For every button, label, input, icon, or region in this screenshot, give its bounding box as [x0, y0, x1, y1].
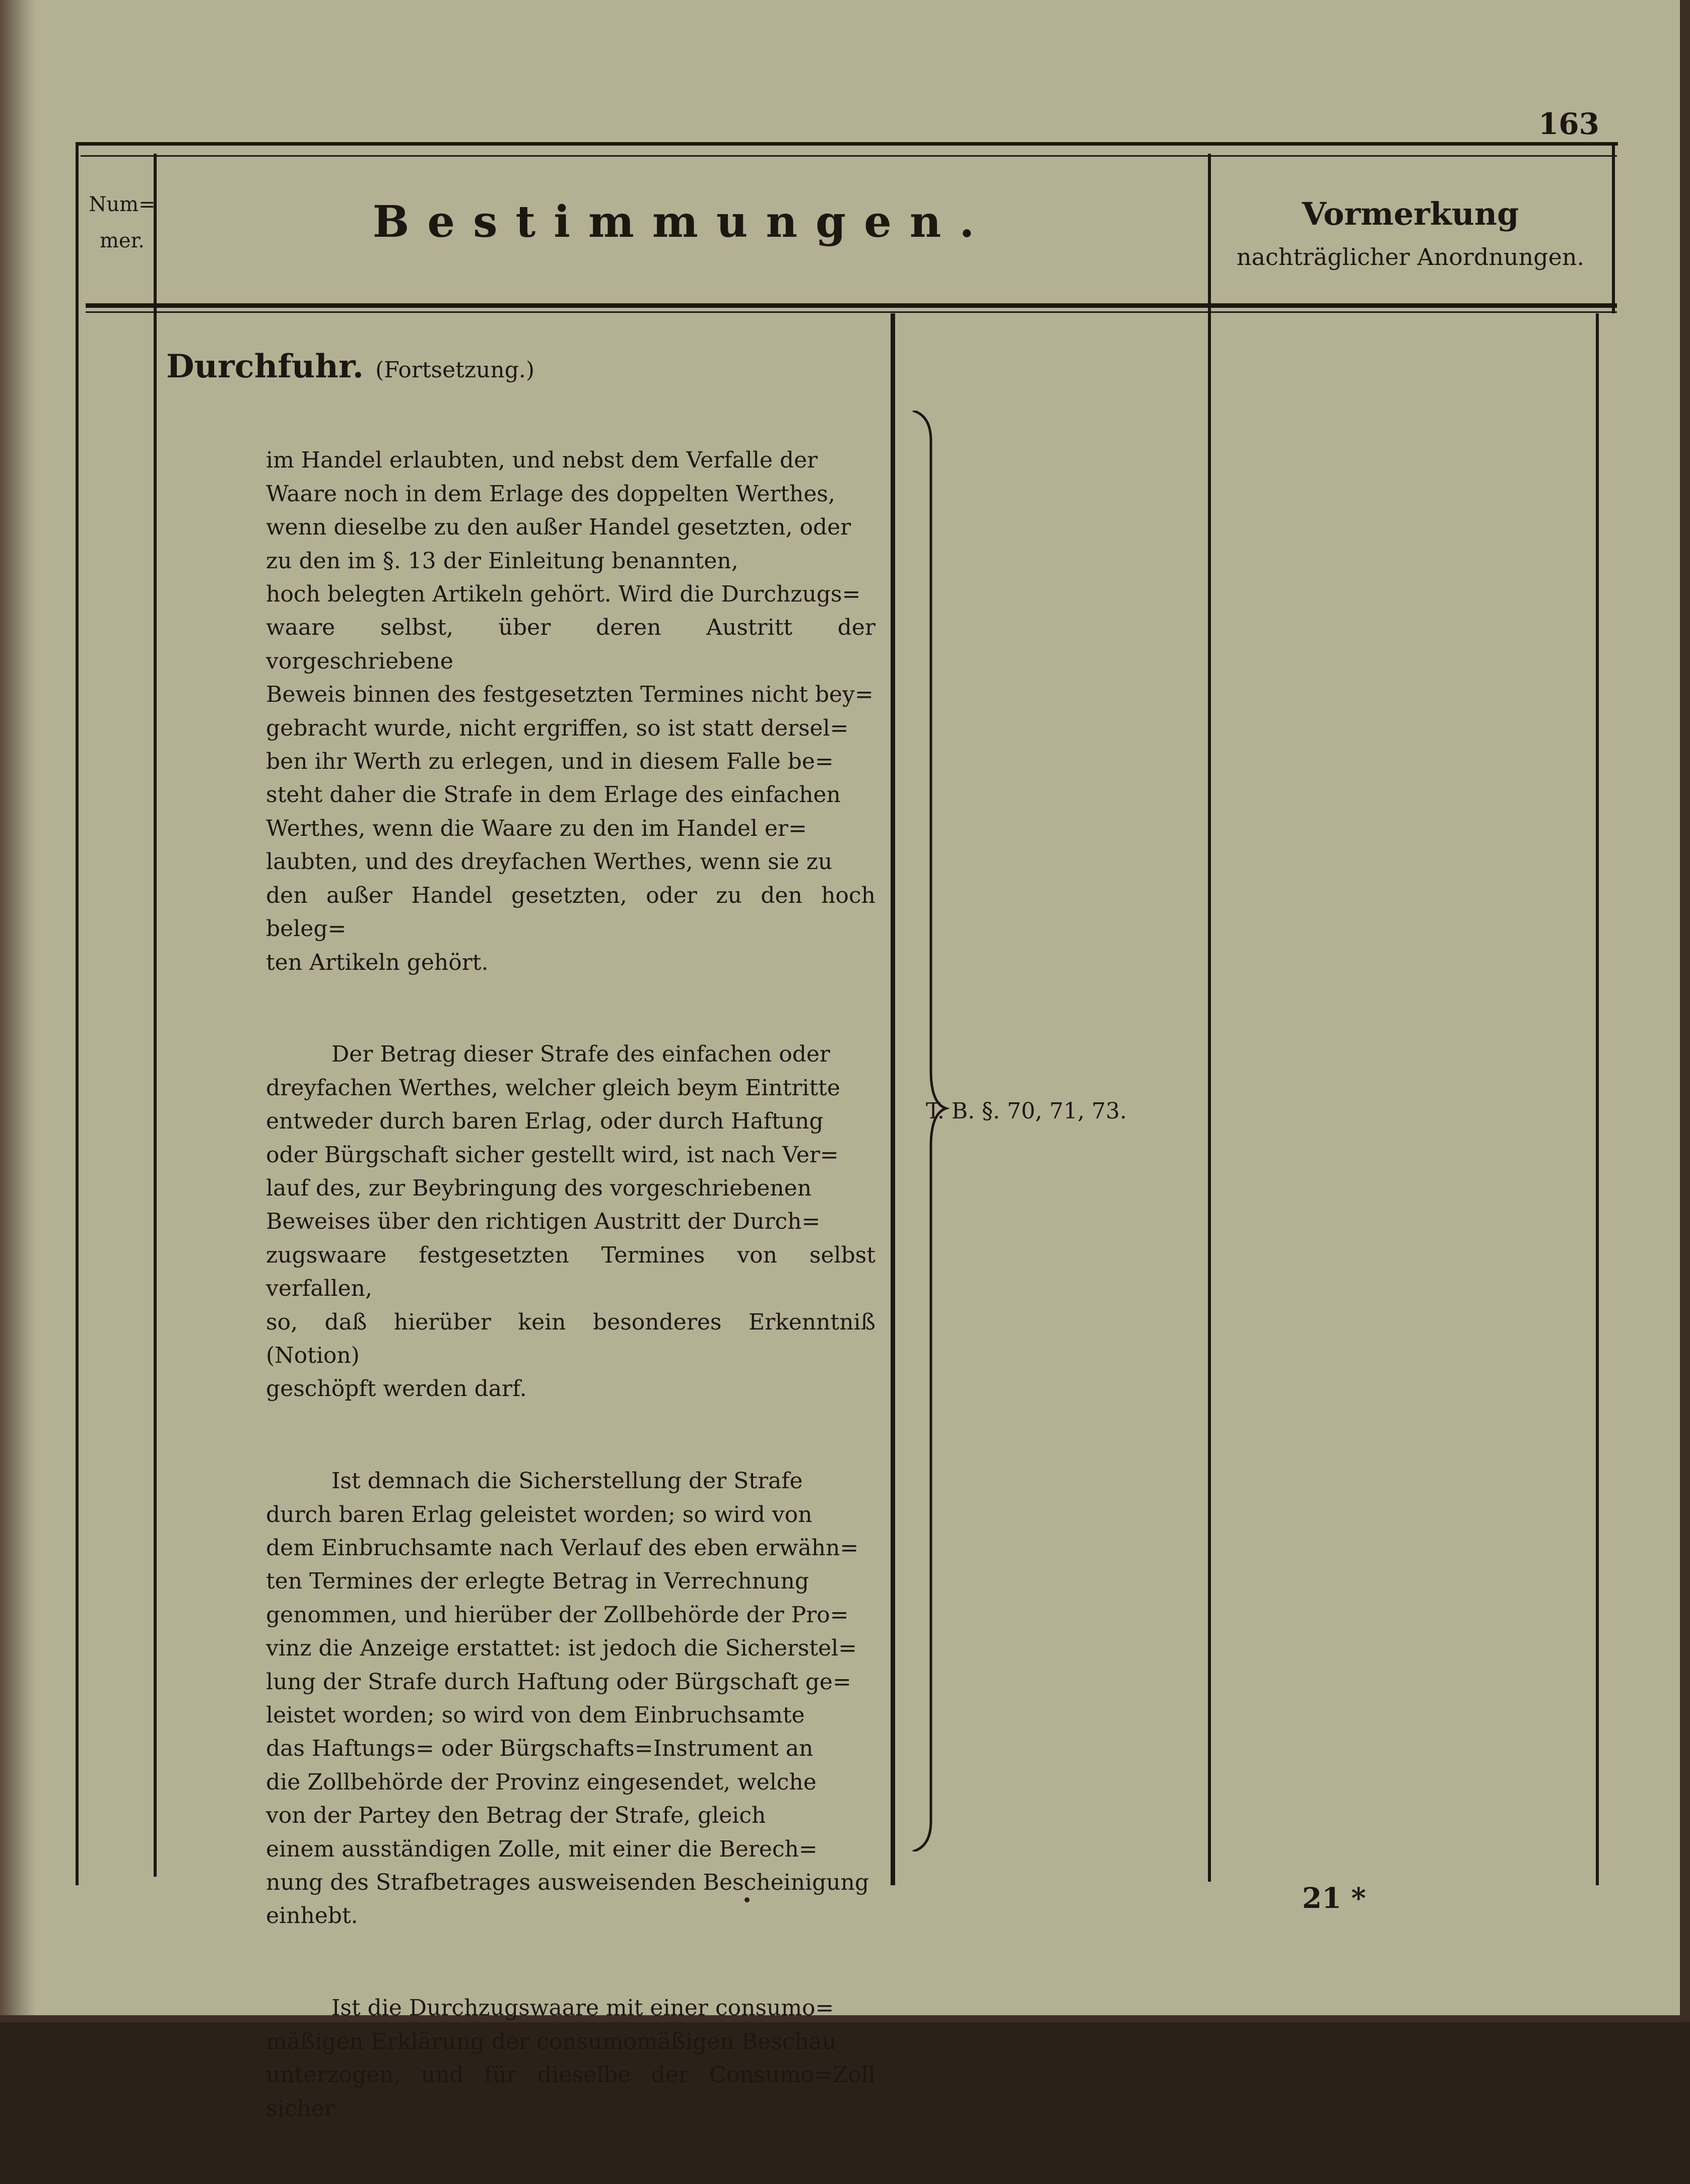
margin-reference: T. B. §. 70, 71, 73. — [926, 1098, 1127, 1124]
printer-signature: 21 * — [1302, 1882, 1366, 1915]
header-note-column — [1214, 191, 1607, 277]
frame-right-rule — [1612, 142, 1615, 313]
text-column-rule — [891, 313, 895, 1885]
frame-left-rule — [76, 142, 79, 1885]
body-text — [266, 411, 875, 2184]
header-note-line2: nachträglicher Anordnungen. — [1236, 243, 1585, 271]
header-bottom-rule-inner — [86, 311, 1617, 313]
header-title: Bestimmungen. — [372, 196, 993, 247]
frame-top-rule-inner — [81, 155, 1617, 157]
margin-brace — [911, 411, 951, 1851]
page-number: 163 — [1538, 107, 1599, 141]
show-through-column — [1405, 348, 1572, 1839]
paragraph: im Handel erlaubten, und nebst dem Verfalle der Waare noch in dem Erlage des doppelten Werthes, wenn dieselbe zu den außer Handel gesetzten, oder zu den im §. 13 der Einleitung benannten, hoch belegten Artikeln gehört. Wird die Durchzugs= waare selbst, über deren Austritt der vorgeschriebene Beweis binnen des festgesetzten Termines nicht bey= gebracht wurde, nicht ergriffen, so ist statt dersel= ben ihr Werth zu erlegen, und in diesem Falle be= steht daher die Strafe in dem Erlage des einfachen Werthes, wenn die Waare zu den im Handel er= laubten, und des dreyfachen Werthes, wenn sie zu den außer Handel gesetzten, oder zu den hoch beleg= ten Artikeln gehört. — [266, 447, 875, 975]
header-bottom-rule — [86, 303, 1617, 308]
margin-column-rule — [1208, 154, 1211, 1882]
frame-top-rule — [76, 142, 1618, 146]
paragraph: Ist die Durchzugswaare mit einer consumo= mäßigen Erklärung der consumomäßigen Beschau unterzogen, und für dieselbe der Consumo=Zoll sicher — [266, 1995, 875, 2122]
book-gutter — [0, 0, 35, 2022]
paragraph: Der Betrag dieser Strafe des einfachen oder dreyfachen Werthes, welcher gleich beym Eintritte entweder durch baren Erlag, oder durch Haftung oder Bürgschaft sicher gestellt wird, ist nach Ver= lauf des, zur Beybringung des vorgeschriebenen Beweises über den richtigen Austritt der Durch= zugswaare festgesetzten Termines von selbst verfallen, so, daß hierüber kein besonderes Erkenntniß (Notion) geschöpft werden darf. — [266, 1041, 875, 1402]
note-column-rule — [1596, 313, 1599, 1885]
section-heading — [166, 348, 534, 385]
header-note-line1: Vormerkung — [1302, 195, 1519, 232]
section-subtitle: (Fortsetzung.) — [375, 357, 535, 383]
ink-speck — [745, 1897, 750, 1902]
header-number-column: Num= mer. — [89, 193, 156, 252]
section-title: Durchfuhr. — [166, 348, 364, 385]
number-column-rule — [154, 154, 157, 1877]
page-edge-right — [1680, 0, 1690, 2022]
paragraph: Ist demnach die Sicherstellung der Strafe durch baren Erlag geleistet worden; so wird von dem Einbruchsamte nach Verlauf des eben erwähn= ten Termines der erlegte Betrag in Verrechnung genommen, und hierüber der Zollbehörde der Pro= vinz die Anzeige erstattet: ist jedoch die Sicherstel= lung der Strafe durch Haftung oder Bürgschaft ge= leistet worden; so wird von dem Einbruchsamte das Haftungs= oder Bürgschafts=Instrument an die Zollbehörde der Provinz eingesendet, welche von der Partey den Betrag der Strafe, gleich einem ausständigen Zolle, mit einer die Berech= nung des Strafbetrages ausweisenden Bescheinigung einhebt. — [266, 1468, 869, 1929]
